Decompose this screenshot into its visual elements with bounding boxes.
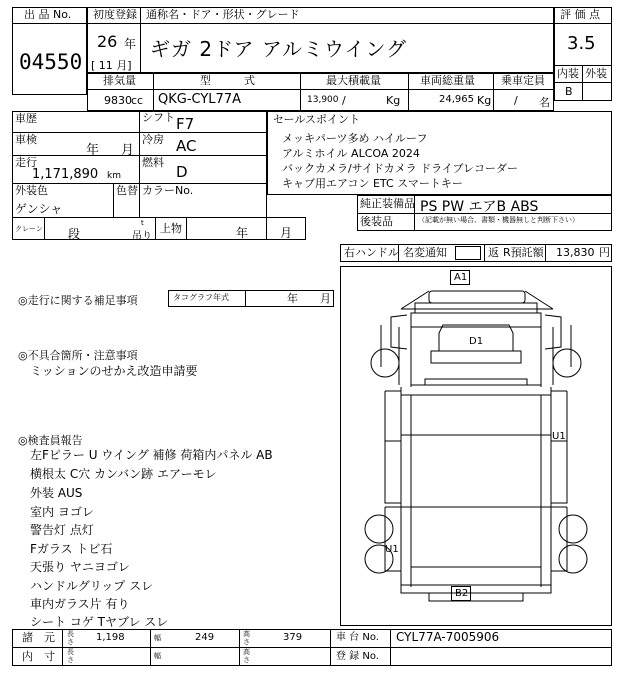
inspector-line-2: 横根太 C穴 カンバン跡 エアーモレ: [30, 467, 217, 481]
aftermarket-note: （記載が無い場合、書類・機器無しと判断下さい）: [418, 216, 579, 224]
fuel-label: 燃料: [142, 156, 164, 169]
equipment-label: 上物: [160, 222, 182, 235]
interior-dimensions-label: 内 寸: [22, 650, 55, 663]
defect-line-1: ミッションのせかえ改造申請要: [30, 364, 198, 378]
interior-label: 内装: [557, 67, 579, 80]
damage-diagram-frame: [340, 266, 612, 626]
damage-code-b2: B2: [455, 588, 469, 599]
shift-label: シフト: [142, 111, 175, 124]
equipment-year: 年: [236, 226, 249, 240]
inspector-line-1: 左Fピラー U ウイング 補修 荷箱内パネル AB: [30, 448, 273, 462]
damage-code-d1: D1: [469, 336, 484, 347]
name-change-label: 名変通知: [403, 246, 447, 259]
interior-width-label: 幅: [154, 652, 161, 660]
color-change-label: 色替: [116, 184, 138, 197]
truck-diagram: [341, 267, 611, 625]
tachograph-month: 月: [320, 292, 331, 305]
lot-no-label: 出 品 No.: [24, 8, 72, 21]
gross-weight: 24,965: [439, 94, 474, 105]
car-name: ギガ 2ドア アルミウイング: [150, 37, 408, 61]
model: QKG-CYL77A: [158, 92, 241, 107]
name-grade-label: 通称名・ドア・形状・グレード: [146, 8, 300, 21]
gross-weight-unit: Kg: [477, 94, 492, 107]
model-label: 型 式: [200, 74, 255, 87]
dimensions-label: 諸 元: [22, 631, 55, 644]
tachograph-label: タコグラフ年式: [173, 293, 229, 302]
sales-points-label: セールスポイント: [273, 113, 361, 126]
chassis-label: 車 台 No.: [336, 632, 379, 643]
reg-year-unit: 年: [124, 37, 137, 51]
driving-notes-label: ◎走行に関する補足事項: [18, 294, 138, 307]
displacement-unit: cc: [131, 94, 144, 107]
inspection-year: 年: [86, 143, 100, 158]
inspector-line-6: Fガラス トビ石: [30, 542, 113, 556]
damage-code-u1-left: U1: [385, 544, 399, 555]
color-no-label: カラーNo.: [142, 184, 194, 197]
score: 3.5: [567, 33, 596, 54]
crane-stage: 段: [68, 227, 81, 241]
sales-point-2: アルミホイル ALCOA 2024: [282, 147, 420, 160]
tachograph-year: 年: [287, 292, 298, 305]
damage-code-u1-right: U1: [552, 431, 566, 442]
max-load-unit: Kg: [386, 94, 401, 107]
genuine-equipment: PS PW エアB ABS: [420, 199, 539, 215]
genuine-equipment-label: 純正装備品: [360, 197, 415, 210]
inspector-line-3: 外装 AUS: [30, 486, 83, 500]
sales-point-4: キャブ用エアコン ETC スマートキー: [282, 177, 463, 190]
color: ゲンシャ: [15, 202, 63, 216]
ac-label: 冷房: [142, 133, 164, 146]
inspection-month: 月: [121, 143, 135, 158]
inspector-line-7: 天張り ヤニヨゴレ: [30, 560, 130, 574]
inspector-line-10: シート コゲ Tヤブレ スレ: [30, 615, 169, 629]
length-label: 長さ: [67, 630, 74, 646]
displacement: 9830: [104, 94, 132, 107]
max-load: 13,900: [307, 95, 339, 105]
max-load-label: 最大積載量: [326, 74, 381, 87]
score-box: [554, 7, 612, 101]
registration-label: 登 録 No.: [336, 651, 379, 662]
equipment-row-extension: [266, 217, 306, 240]
inspector-line-4: 室内 ヨゴレ: [30, 505, 94, 519]
length: 1,198: [96, 632, 125, 643]
capacity-sep: /: [514, 94, 518, 107]
sales-point-3: バックカメラ/サイドカメラ ドライブレコーダー: [282, 162, 519, 175]
fuel: D: [176, 163, 188, 181]
mileage-unit: km: [107, 171, 121, 181]
inspector-line-5: 警告灯 点灯: [30, 523, 94, 537]
shift: F7: [176, 115, 195, 133]
deposit-label: R預託額: [503, 246, 544, 259]
defect-notes-label: ◎不具合箇所・注意事項: [18, 349, 138, 362]
mileage: 1,171,890: [32, 167, 99, 182]
height-label: 高さ: [243, 630, 250, 646]
mileage-label: 走行: [15, 156, 37, 169]
equipment-month: 月: [280, 226, 293, 240]
interior-height-label: 高さ: [243, 648, 250, 664]
name-change-checkbox: [455, 246, 481, 260]
max-load-slash: /: [342, 94, 346, 107]
interior-length-label: 長さ: [67, 648, 74, 664]
capacity-label: 乗車定員: [501, 74, 545, 87]
damage-code-a1: A1: [454, 272, 468, 283]
interior-score: B: [565, 85, 573, 98]
return-label: 返: [488, 246, 499, 259]
ac: AC: [176, 137, 197, 155]
crane-suspend: 吊り: [132, 231, 152, 242]
displacement-label: 排気量: [103, 74, 136, 87]
capacity-unit: 名: [539, 96, 550, 109]
gross-weight-label: 車両総重量: [420, 74, 475, 87]
inspector-report-label: ◎検査員報告: [18, 434, 83, 447]
deposit: 13,830: [556, 246, 595, 259]
color-label: 外装色: [15, 184, 48, 197]
aftermarket-label: 後装品: [360, 215, 393, 228]
reg-month: [ 11 月]: [91, 59, 132, 72]
score-label: 評 価 点: [560, 8, 600, 21]
lot-no: 04550: [19, 50, 83, 74]
crane-t: t: [141, 219, 144, 227]
height: 379: [283, 632, 303, 643]
exterior-label: 外装: [585, 67, 607, 80]
width-label: 幅: [154, 634, 161, 642]
deposit-unit: 円: [599, 246, 610, 259]
chassis-no: CYL77A-7005906: [396, 630, 500, 644]
inspector-line-8: ハンドルグリップ スレ: [30, 579, 154, 593]
reg-year: 26: [97, 32, 118, 51]
inspector-line-9: 車内ガラス片 有り: [30, 597, 130, 611]
first-registration-label: 初度登録: [93, 8, 137, 21]
width: 249: [195, 632, 215, 643]
inspection-label: 車検: [15, 133, 37, 146]
crane-label: クレーン: [15, 225, 43, 233]
handle: 右ハンドル: [344, 246, 399, 259]
history-label: 車歴: [15, 112, 37, 125]
sales-point-1: メッキパーツ多め ハイルーフ: [282, 132, 428, 145]
